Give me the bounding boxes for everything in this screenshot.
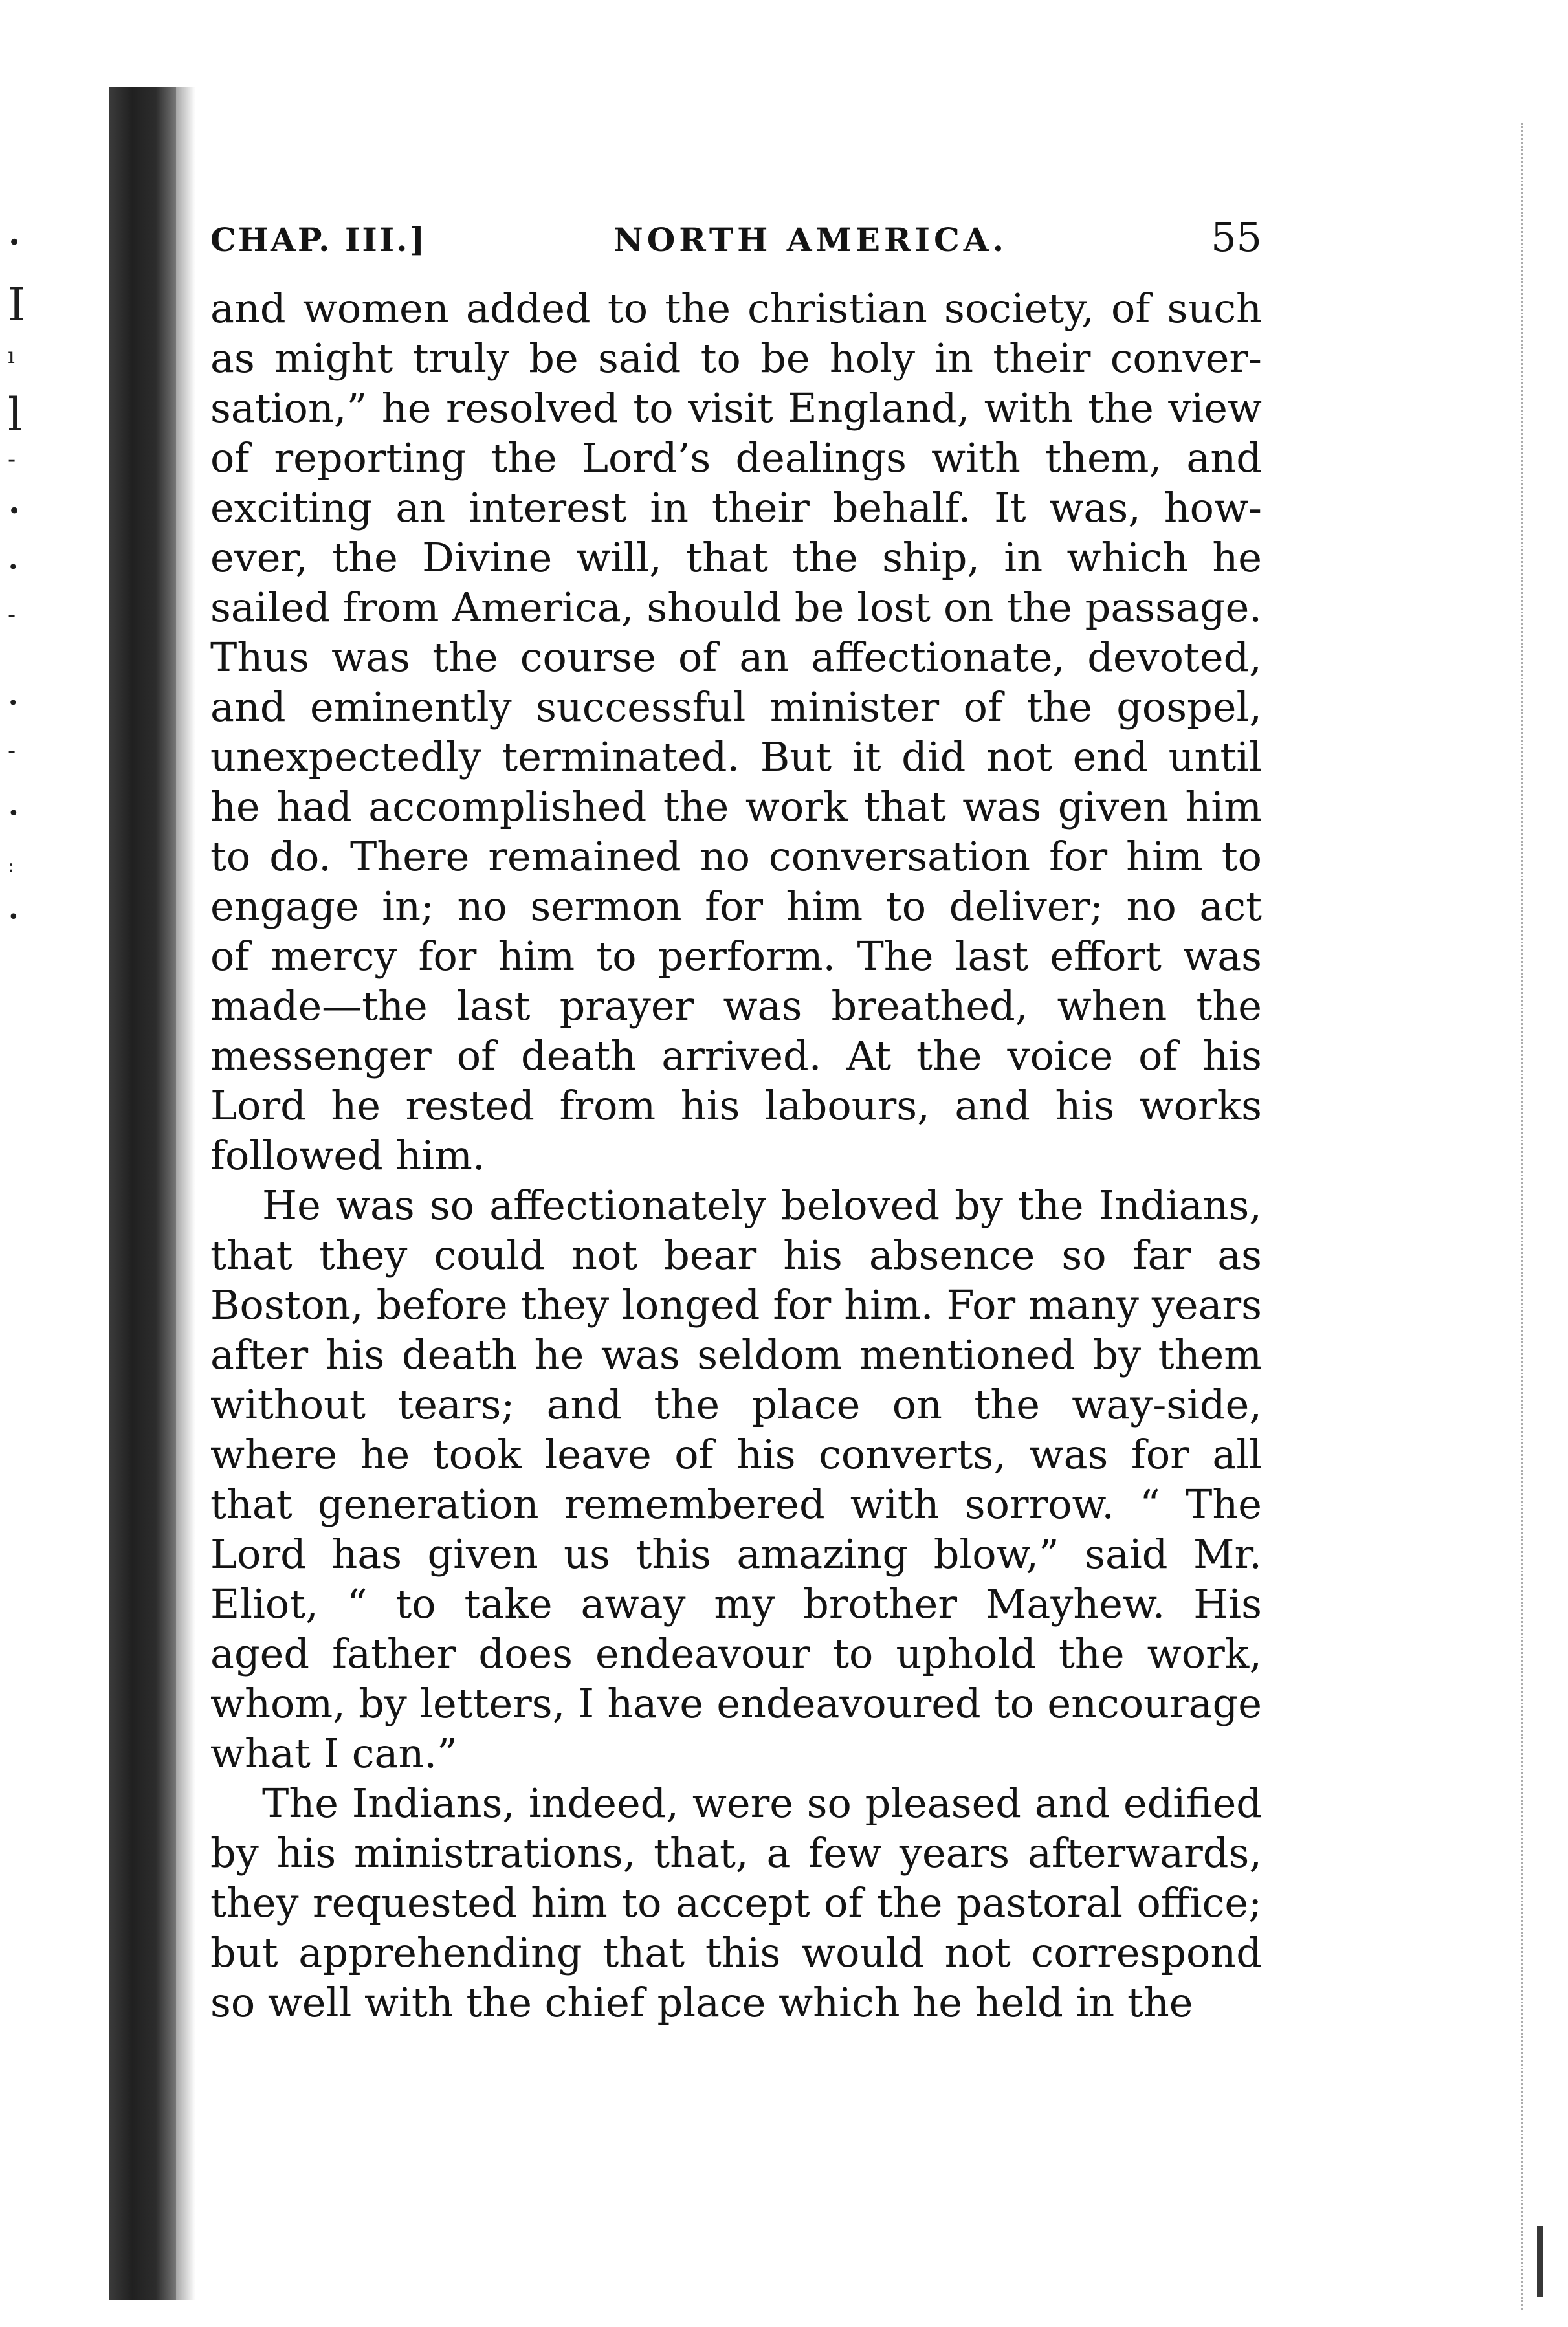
margin-mark: • [8, 230, 21, 256]
text-line: followed him. [210, 1132, 485, 1179]
text-line: after his death he was seldom mentioned by them [210, 1331, 1262, 1378]
margin-mark: : [8, 854, 15, 877]
text-line: to do. There remained no conversation for him to [210, 833, 1262, 880]
paragraph [210, 1180, 1262, 1778]
text-line: aged father does endeavour to uphold the work, [210, 1630, 1262, 1677]
text-line: unexpectedly terminated. But it did not end until [210, 733, 1262, 780]
text-line: by his ministrations, that, a few years afterwards, [210, 1829, 1262, 1877]
binding-shadow [109, 87, 176, 2300]
text-line: sation,” he resolved to visit England, with the view [210, 384, 1262, 432]
text-line: Lord has given us this amazing blow,” said Mr. [210, 1530, 1262, 1578]
text-line: sailed from America, should be lost on the passage. [210, 584, 1262, 631]
margin-mark: • [8, 498, 21, 524]
text-line: he had accomplished the work that was given him [210, 783, 1262, 830]
text-line: but apprehending that this would not correspond [210, 1929, 1262, 1976]
running-head [210, 214, 1262, 269]
margin-mark: ı [8, 343, 15, 369]
margin-mark: • [8, 802, 19, 825]
margin-mark: - [8, 447, 16, 473]
text-line: that generation remembered with sorrow. “ The [210, 1481, 1262, 1528]
text-line: exciting an interest in their behalf. It was, how- [210, 484, 1262, 531]
text-line: and women added to the christian society, of such [210, 285, 1262, 332]
text-line: Lord he rested from his labours, and his works [210, 1082, 1262, 1129]
text-line: of reporting the Lord’s dealings with them, and [210, 434, 1262, 481]
text-line: engage in; no sermon for him to deliver; no act [210, 883, 1262, 930]
text-line: without tears; and the place on the way-side, [210, 1381, 1262, 1428]
text-line: He was so affectionately beloved by the Indians, [262, 1182, 1262, 1229]
running-title: NORTH AMERICA. [613, 221, 1008, 259]
text-line: they requested him to accept of the pastoral office; [210, 1879, 1262, 1926]
body-text [210, 283, 1262, 2027]
text-line: Boston, before they longed for him. For many years [210, 1281, 1262, 1329]
text-line: messenger of death arrived. At the voice of his [210, 1032, 1262, 1079]
page-number: 55 [1211, 214, 1262, 261]
text-line: whom, by letters, I have endeavoured to encourage [210, 1680, 1262, 1727]
text-line: where he took leave of his converts, was for all [210, 1431, 1262, 1478]
text-line: Thus was the course of an affectionate, devoted, [210, 634, 1262, 681]
text-line: so well with the chief place which he held in the [210, 1979, 1193, 2026]
text-line: and eminently successful minister of the gospel, [210, 683, 1262, 731]
paragraph [210, 283, 1262, 1180]
chapter-label: CHAP. III.] [210, 221, 427, 259]
margin-mark: - [8, 602, 16, 628]
margin-mark: • [8, 557, 19, 578]
text-line: ever, the Divine will, that the ship, in which he [210, 534, 1262, 581]
margin-mark: • [8, 906, 19, 929]
text-line: made—the last prayer was breathed, when the [210, 982, 1262, 1030]
text-line: Eliot, “ to take away my brother Mayhew. His [210, 1580, 1262, 1627]
margin-mark: - [8, 738, 16, 764]
text-line: of mercy for him to perform. The last effort was [210, 932, 1262, 980]
binding-shadow-fade [176, 87, 195, 2300]
facing-page-margin [0, 0, 58, 2327]
text-line: as might truly be said to be holy in their conver- [210, 335, 1262, 382]
page-edge-mark [1537, 2226, 1543, 2297]
book-page [210, 214, 1262, 2027]
margin-mark: l [8, 388, 23, 441]
text-line: what I can.” [210, 1730, 458, 1777]
text-line: The Indians, indeed, were so pleased and edified [262, 1780, 1262, 1827]
page-edge-right [1521, 123, 1549, 2310]
margin-mark: • [8, 692, 19, 714]
paragraph [210, 1778, 1262, 2027]
margin-mark: I [8, 278, 26, 331]
text-line: that they could not bear his absence so far as [210, 1231, 1262, 1279]
